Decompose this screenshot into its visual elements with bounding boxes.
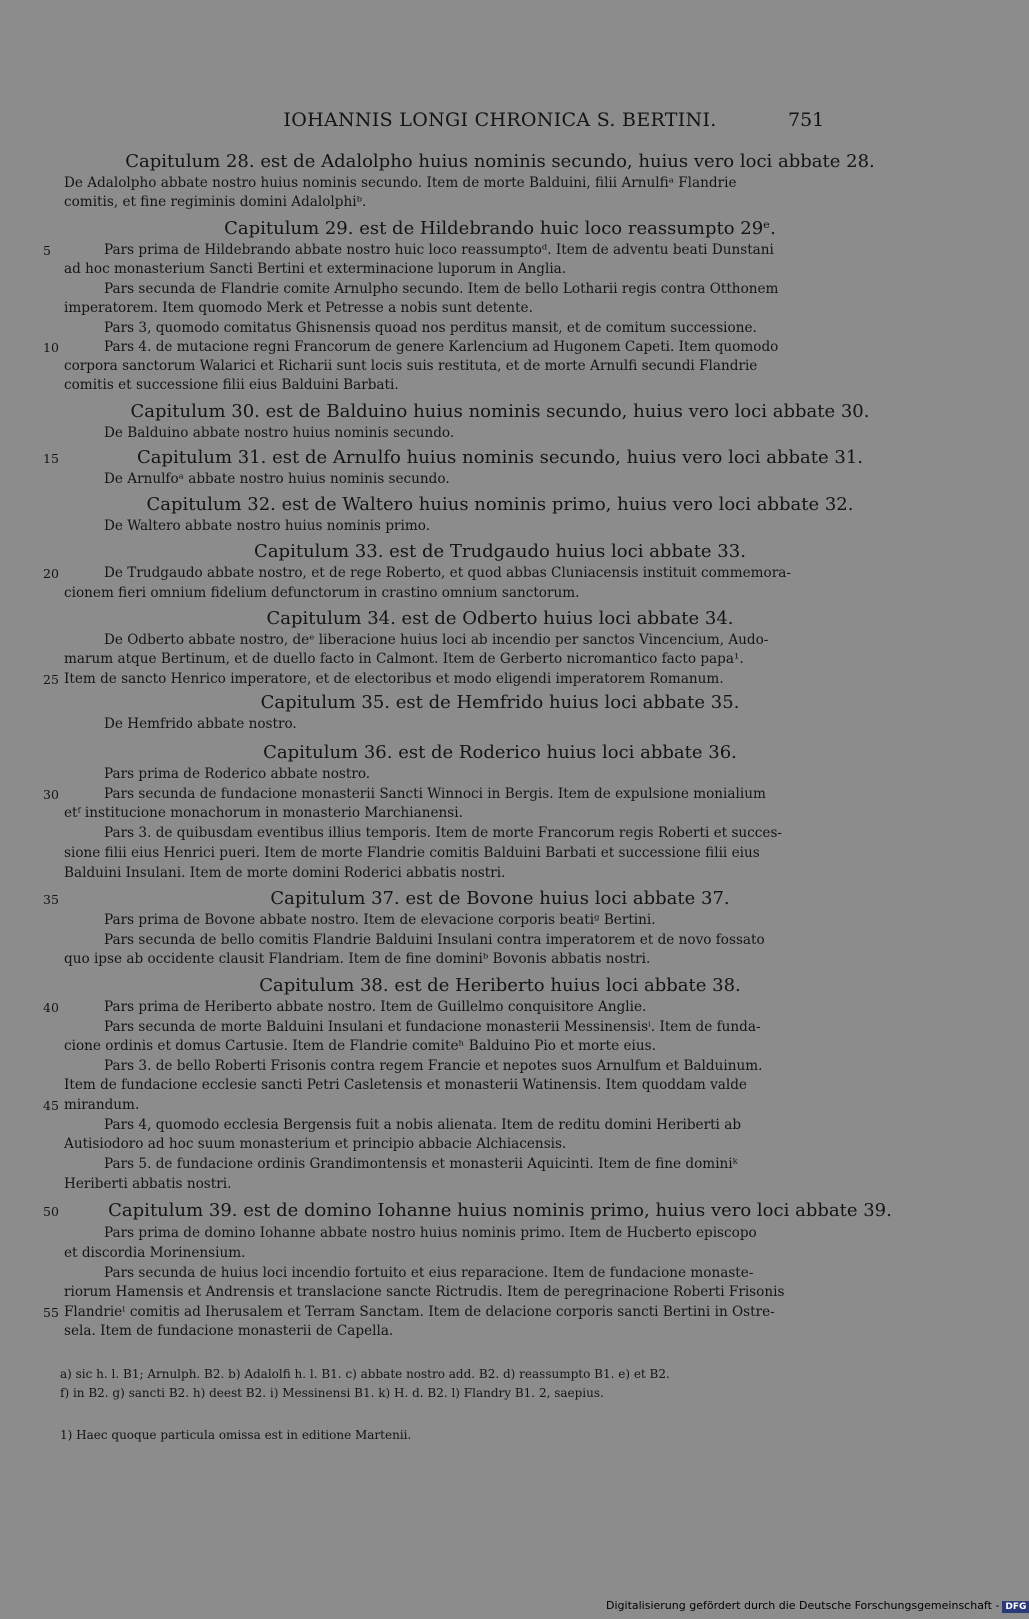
chapter-heading: Capitulum 36. est de Roderico huius loci abbate 36. (263, 742, 737, 763)
text-line: Pars 3. de quibusdam eventibus illius temporis. Item de morte Francorum regis Roberti et succes- (104, 825, 783, 841)
text-line: De Arnulfoᵃ abbate nostro huius nominis secundo. (104, 471, 450, 487)
text-line: Item de fundacione ecclesie sancti Petri Casletensis et monasterii Watinensis. Item quoddam valde (64, 1077, 747, 1093)
text-line: De Adalolpho abbate nostro huius nominis secundo. Item de morte Balduini, filii Arnulfiᵃ Flandrie (64, 175, 737, 191)
text-line: Pars prima de Bovone abbate nostro. Item de elevacione corporis beatiᵍ Bertini. (104, 912, 656, 928)
text-line: Pars secunda de morte Balduini Insulani et fundacione monasterii Messinensisⁱ. Item de funda- (104, 1019, 761, 1035)
page-number: 751 (788, 109, 825, 131)
line-number: 30 (43, 787, 59, 802)
text-line: De Waltero abbate nostro huius nominis primo. (104, 518, 431, 534)
chapter-heading: Capitulum 28. est de Adalolpho huius nominis secundo, huius vero loci abbate 28. (125, 151, 875, 172)
funding-credit (606, 1599, 1029, 1613)
chapter-heading: Capitulum 33. est de Trudgaudo huius loci abbate 33. (254, 541, 746, 562)
line-number: 35 (43, 892, 59, 907)
text-line: Pars prima de Hildebrando abbate nostro huic loco reassumptoᵈ. Item de adventu beati Dunstani (104, 242, 774, 258)
text-line: De Balduino abbate nostro huius nominis secundo. (104, 425, 455, 441)
text-line: imperatorem. Item quomodo Merk et Petresse a nobis sunt detente. (64, 300, 533, 316)
chapter-heading: Capitulum 39. est de domino Iohanne huius nominis primo, huius vero loci abbate 39. (108, 1200, 892, 1221)
text-line: et discordia Morinensium. (64, 1245, 246, 1261)
text-line: Pars prima de Roderico abbate nostro. (104, 766, 371, 782)
footnote-line: a) sic h. l. B1; Arnulph. B2. b) Adalolfi h. l. B1. c) abbate nostro add. B2. d) reassumpto B1. e) et B2. (60, 1367, 670, 1381)
text-line: comitis et successione filii eius Balduini Barbati. (64, 377, 399, 393)
text-line: sione filii eius Henrici pueri. Item de morte Flandrie comitis Balduini Barbati et successione filii eius (64, 845, 760, 861)
text-line: De Trudgaudo abbate nostro, et de rege Roberto, et quod abbas Cluniacensis instituit commemora- (104, 565, 791, 581)
text-line: Pars 4. de mutacione regni Francorum de genere Karlencium ad Hugonem Capeti. Item quomodo (104, 339, 779, 355)
text-line: Pars 4, quomodo ecclesia Bergensis fuit a nobis alienata. Item de reditu domini Heriberti ab (104, 1117, 742, 1133)
text-line: Pars prima de Heriberto abbate nostro. Item de Guillelmo conquisitore Anglie. (104, 999, 647, 1015)
text-line: ad hoc monasterium Sancti Bertini et exterminacione luporum in Anglia. (64, 261, 567, 277)
text-line: mirandum. (64, 1097, 140, 1113)
text-line: etᶠ institucione monachorum in monasterio Marchianensi. (64, 805, 463, 821)
text-line: quo ipse ab occidente clausit Flandriam. Item de fine dominiᵇ Bovonis abbatis nostri. (64, 951, 651, 967)
chapter-heading: Capitulum 37. est de Bovone huius loci abbate 37. (270, 888, 730, 909)
line-number: 55 (43, 1305, 59, 1320)
text-line: Pars secunda de Flandrie comite Arnulpho secundo. Item de bello Lotharii regis contra Otthonem (104, 281, 779, 297)
text-line: Pars secunda de fundacione monasterii Sancti Winnoci in Bergis. Item de expulsione monialium (104, 786, 766, 802)
line-number: 15 (43, 451, 59, 466)
line-number: 25 (43, 672, 59, 687)
text-line: Pars secunda de bello comitis Flandrie Balduini Insulani contra imperatorem et de novo fossato (104, 932, 765, 948)
text-line: Pars 3, quomodo comitatus Ghisnensis quoad nos perditus mansit, et de comitum successione. (104, 320, 757, 336)
footnote-line: f) in B2. g) sancti B2. h) deest B2. i) Messinensi B1. k) H. d. B2. l) Flandry B1. 2, saepius. (60, 1386, 604, 1400)
line-number: 10 (43, 340, 59, 355)
credit-text: Digitalisierung gefördert durch die Deutsche Forschungsgemeinschaft - (606, 1599, 1000, 1612)
text-line: comitis, et fine regiminis domini Adalolphiᵇ. (64, 194, 367, 210)
text-line: corpora sanctorum Walarici et Richarii sunt locis suis restituta, et de morte Arnulfi secundi Flandrie (64, 358, 758, 374)
chapter-heading: Capitulum 31. est de Arnulfo huius nominis secundo, huius vero loci abbate 31. (137, 447, 863, 468)
text-line: sela. Item de fundacione monasterii de Capella. (64, 1323, 394, 1339)
text-line: cionem fieri omnium fidelium defunctorum in crastino omnium sanctorum. (64, 585, 580, 601)
text-line: Pars 5. de fundacione ordinis Grandimontensis et monasterii Aquicinti. Item de fine dominiᵏ (104, 1156, 738, 1172)
text-line: Pars prima de domino Iohanne abbate nostro huius nominis primo. Item de Hucberto episcopo (104, 1225, 757, 1241)
line-number: 45 (43, 1098, 59, 1113)
text-line: Heriberti abbatis nostri. (64, 1176, 232, 1192)
text-line: Pars 3. de bello Roberti Frisonis contra regem Francie et nepotes suos Arnulfum et Balduinum. (104, 1058, 763, 1074)
line-number: 20 (43, 566, 59, 581)
text-line: Pars secunda de huius loci incendio fortuito et eius reparacione. Item de fundacione monaste- (104, 1265, 754, 1281)
text-line: De Hemfrido abbate nostro. (104, 716, 297, 732)
text-line: Autisiodoro ad hoc suum monasterium et principio abbacie Alchiacensis. (64, 1136, 567, 1152)
dfg-logo: DFG (1002, 1601, 1029, 1613)
chapter-heading: Capitulum 29. est de Hildebrando huic loco reassumpto 29ᵉ. (224, 218, 776, 239)
text-line: marum atque Bertinum, et de duello facto in Calmont. Item de Gerberto nicromantico facto papa¹. (64, 651, 744, 667)
text-line: Balduini Insulani. Item de morte domini Roderici abbatis nostri. (64, 865, 506, 881)
running-header-title: IOHANNIS LONGI CHRONICA S. BERTINI. (283, 109, 717, 131)
line-number: 50 (43, 1204, 59, 1219)
text-line: cione ordinis et domus Cartusie. Item de Flandrie comiteʰ Balduino Pio et morte eius. (64, 1038, 656, 1054)
chapter-heading: Capitulum 32. est de Waltero huius nominis primo, huius vero loci abbate 32. (146, 494, 854, 515)
chapter-heading: Capitulum 35. est de Hemfrido huius loci abbate 35. (260, 692, 740, 713)
chapter-heading: Capitulum 38. est de Heriberto huius loci abbate 38. (259, 975, 741, 996)
line-number: 40 (43, 1000, 59, 1015)
chapter-heading: Capitulum 30. est de Balduino huius nominis secundo, huius vero loci abbate 30. (130, 401, 870, 422)
line-number: 5 (43, 243, 51, 258)
text-line: De Odberto abbate nostro, deᵉ liberacione huius loci ab incendio per sanctos Vincencium, Audo- (104, 632, 769, 648)
footnote-line: 1) Haec quoque particula omissa est in editione Martenii. (60, 1428, 412, 1442)
text-line: Item de sancto Henrico imperatore, et de electoribus et modo eligendi imperatorem Romanum. (64, 671, 724, 687)
chapter-heading: Capitulum 34. est de Odberto huius loci abbate 34. (266, 608, 734, 629)
text-line: Flandrieˡ comitis ad Iherusalem et Terram Sanctam. Item de delacione corporis sancti Bertini in Ostre- (64, 1304, 775, 1320)
text-line: riorum Hamensis et Andrensis et translacione sancte Rictrudis. Item de peregrinacione Roberti Frisonis (64, 1284, 785, 1300)
